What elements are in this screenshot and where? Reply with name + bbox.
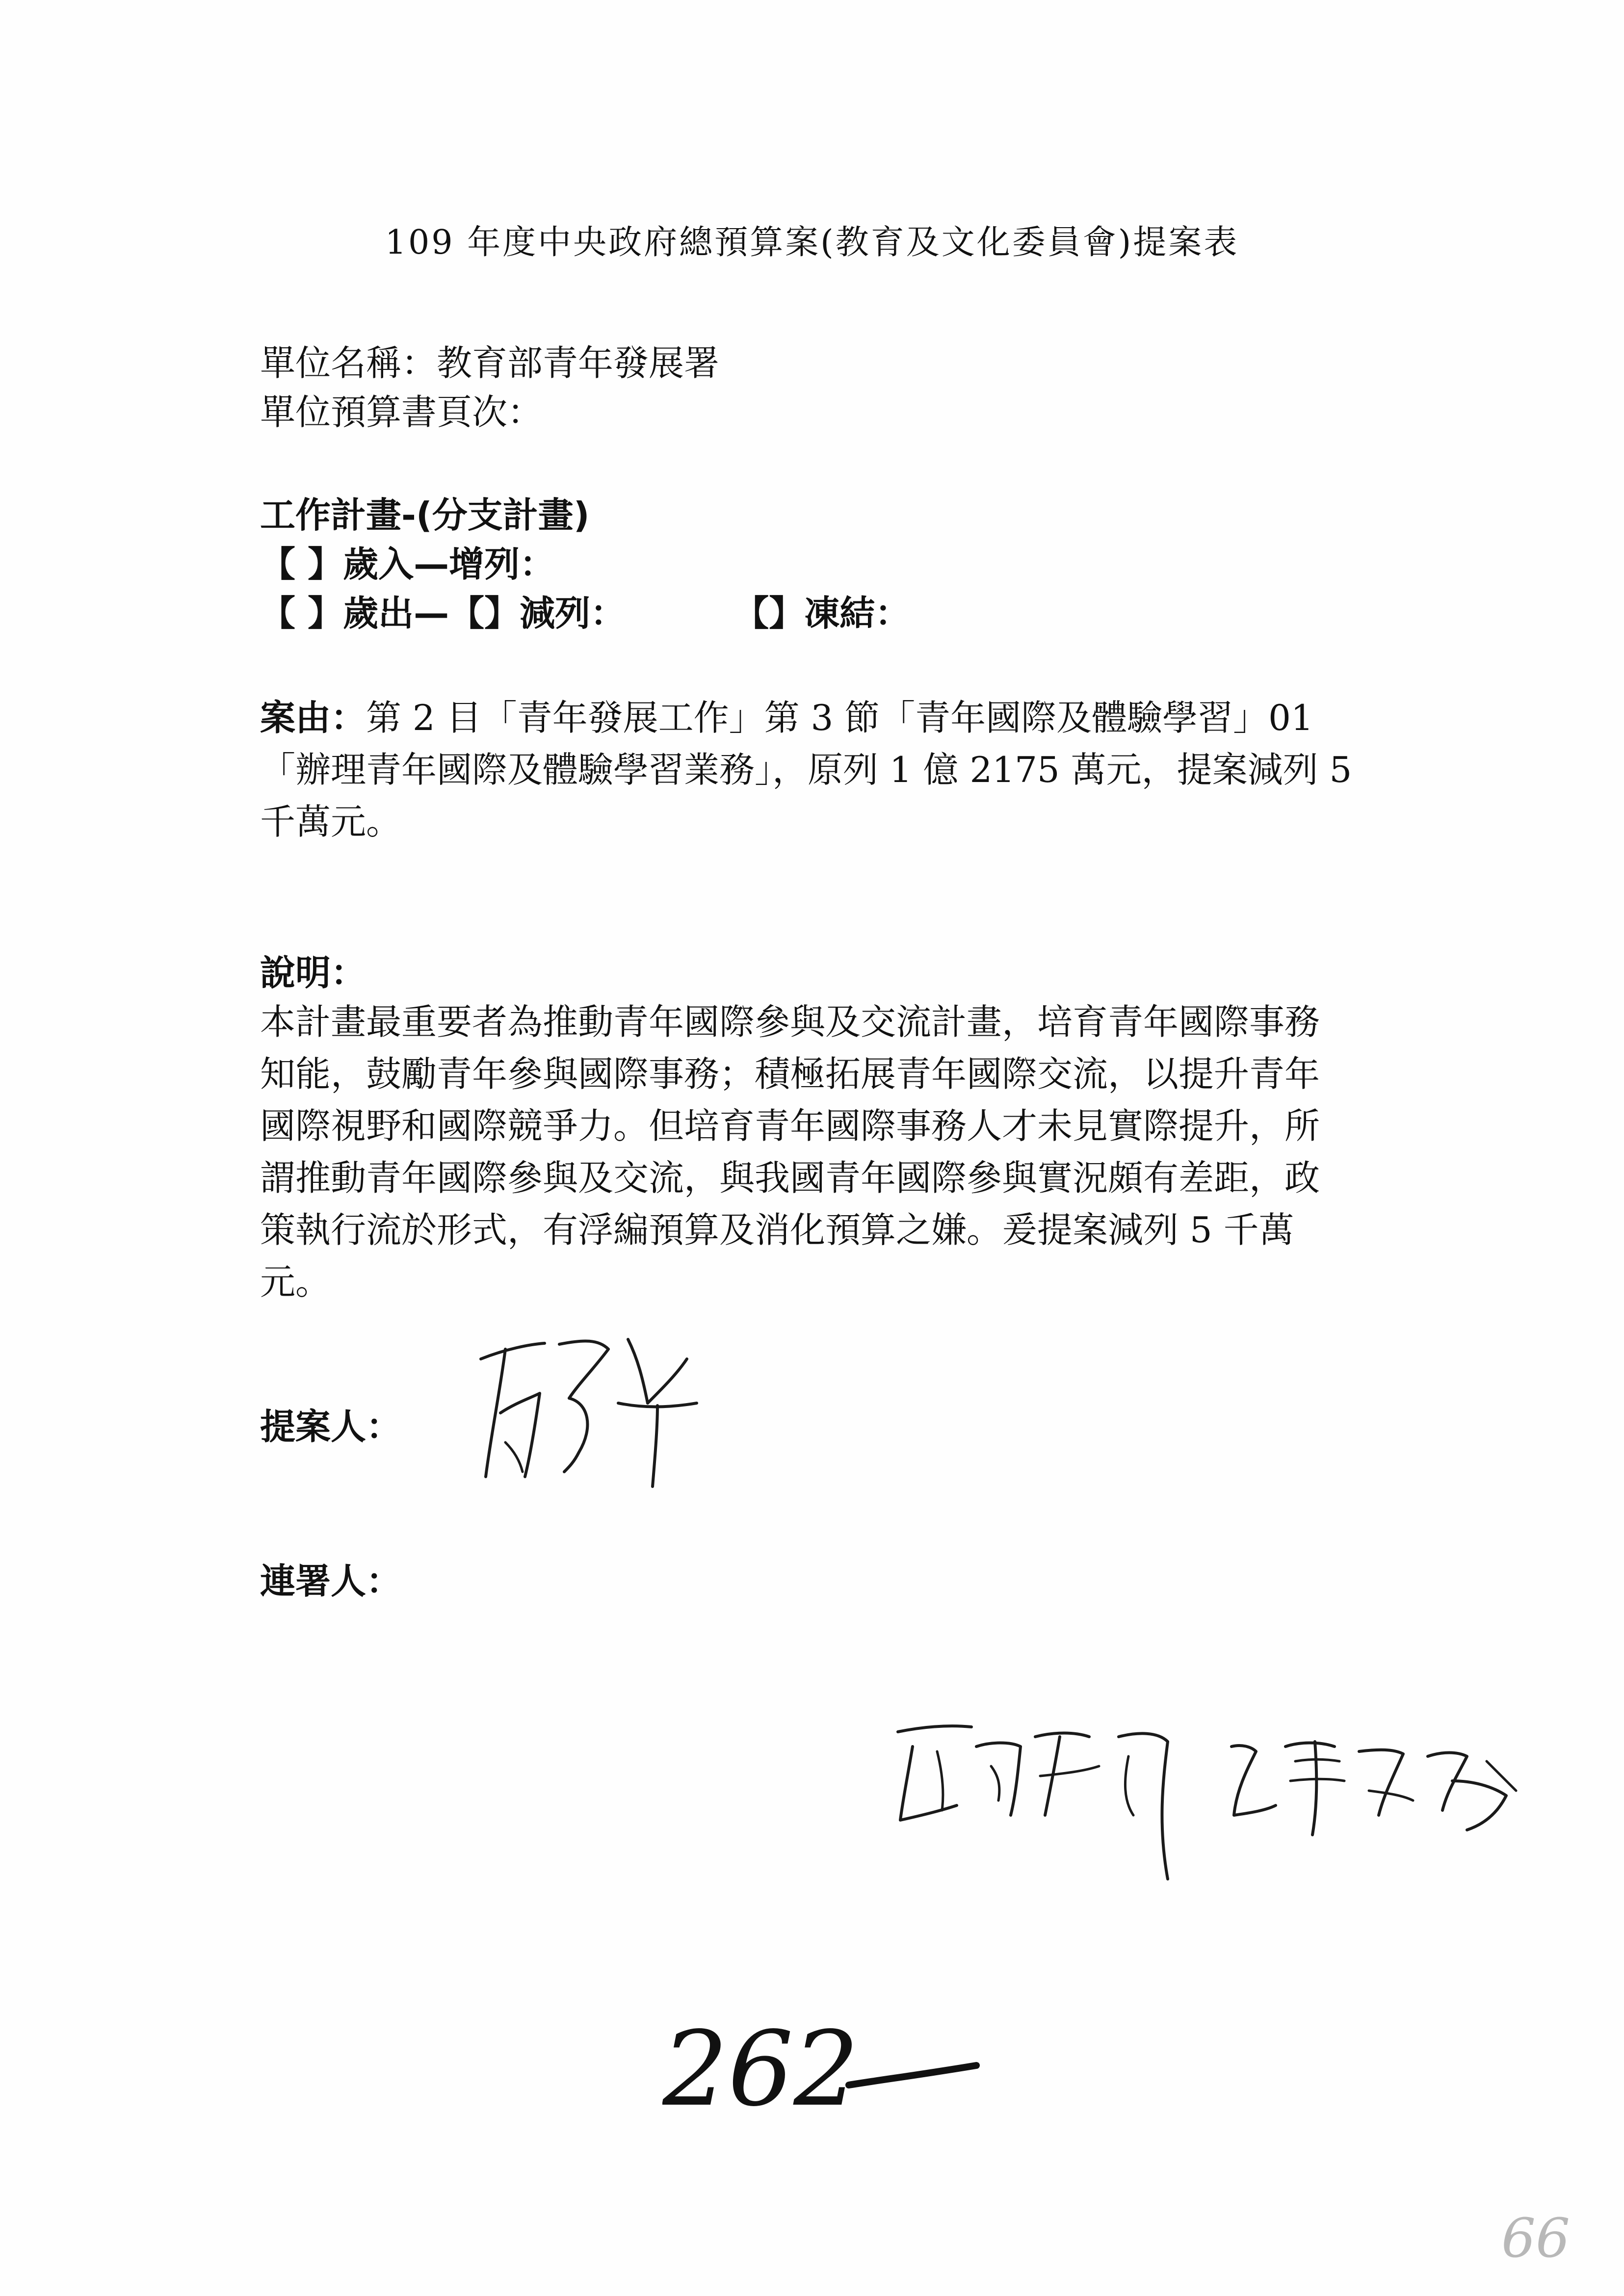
- reason-line: 「辦理青年國際及體驗學習業務」，原列 1 億 2175 萬元，提案減列 5: [260, 749, 1352, 790]
- budget-page-number: 單位預算書頁次：: [260, 391, 543, 433]
- explanation-line: 知能，鼓勵青年參與國際事務；積極拓展青年國際交流，以提升青年: [260, 1053, 1320, 1095]
- reason-section: [260, 692, 1438, 848]
- explanation-section: [260, 996, 1438, 1308]
- work-plan-heading: 工作計畫-(分支計畫): [260, 495, 590, 536]
- revenue-line: 【 】歲入—增列：: [260, 544, 555, 585]
- explanation-line: 元。: [260, 1261, 331, 1303]
- explanation-line: 策執行流於形式，有浮編預算及消化預算之嫌。爰提案減列 5 千萬: [260, 1209, 1294, 1251]
- explanation-line: 國際視野和國際競爭力。但培育青年國際事務人才未見實際提升，所: [260, 1105, 1320, 1147]
- reason-text: 第 2 目「青年發展工作」第 3 節「青年國際及體驗學習」01: [366, 697, 1313, 738]
- explanation-label: 說明：: [260, 952, 367, 993]
- reason-label: 案由：: [260, 697, 367, 738]
- corner-number-text: 66: [1501, 2207, 1570, 2270]
- cosigner-signature: [893, 1717, 1197, 1894]
- unit-name: 單位名稱：教育部青年發展署: [260, 342, 720, 384]
- cosigner-label: 連署人：: [260, 1561, 402, 1602]
- document-title: 109 年度中央政府總預算案(教育及文化委員會)提案表: [385, 223, 1239, 262]
- proposer-signature: [471, 1330, 707, 1496]
- explanation-line: 本計畫最重要者為推動青年國際參與及交流計畫，培育青年國際事務: [260, 1001, 1320, 1043]
- page-number-text: 262: [662, 2011, 859, 2124]
- reason-line: 千萬元。: [260, 801, 402, 842]
- expenditure-line: [260, 589, 1438, 638]
- cosigner-signature: [1222, 1732, 1526, 1845]
- handwritten-page-number: [662, 2011, 1006, 2124]
- explanation-line: 謂推動青年國際參與及交流，與我國青年國際參與實況頗有差距，政: [260, 1157, 1320, 1199]
- proposer-label: 提案人：: [260, 1406, 402, 1447]
- expenditure-reduction: 【 】歲出—【】減列：: [260, 593, 626, 634]
- corner-number: [1501, 2203, 1599, 2271]
- reason-line: [260, 692, 1438, 744]
- expenditure-freeze: 【】凍結：: [733, 593, 911, 634]
